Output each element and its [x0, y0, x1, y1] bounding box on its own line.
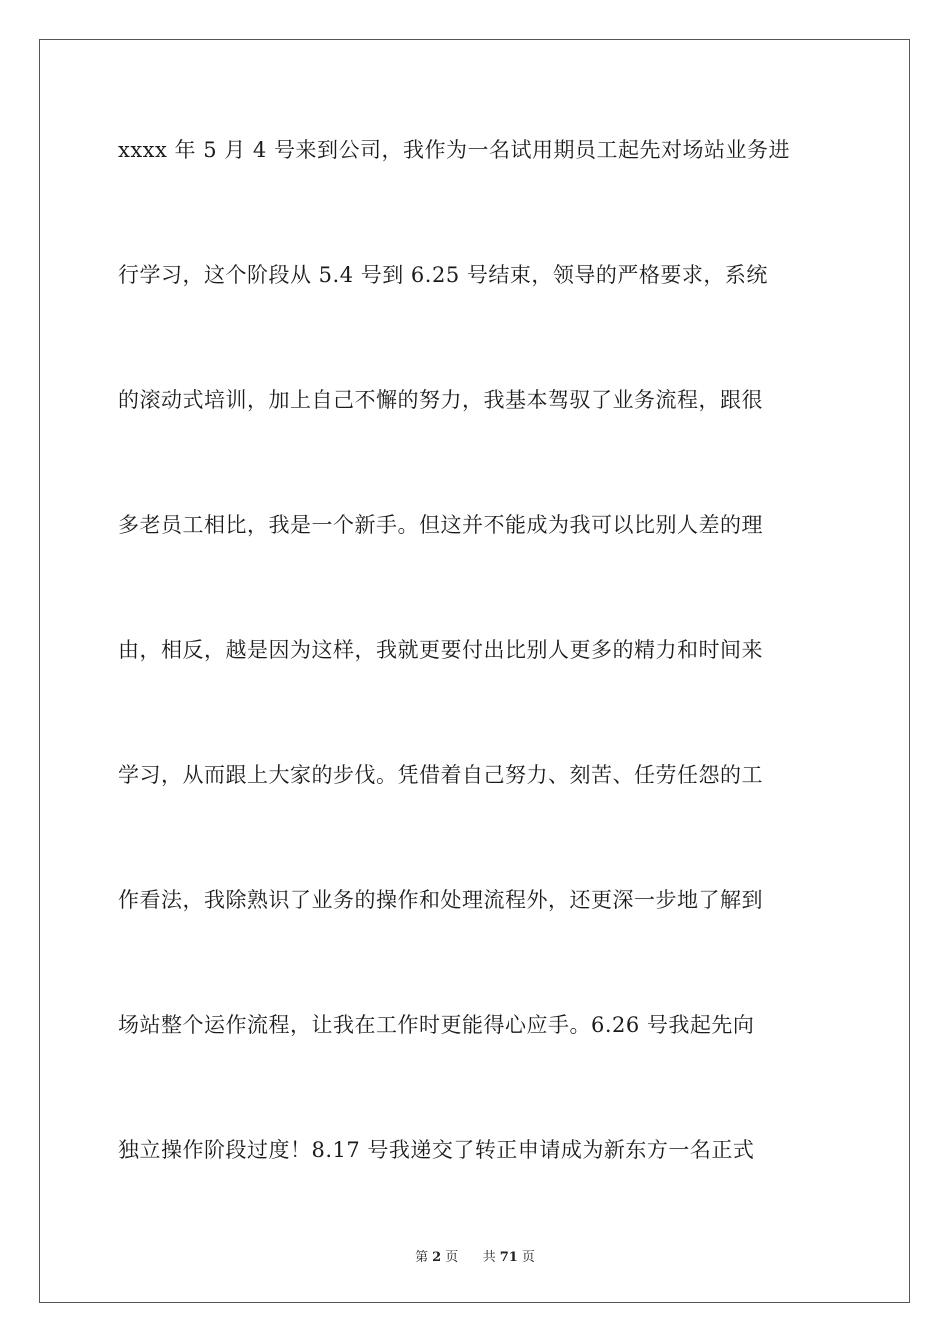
text-line: 多老员工相比，我是一个新手。但这并不能成为我可以比别人差的理	[118, 513, 763, 537]
page-footer	[0, 1246, 950, 1265]
page-prefix: 第	[415, 1250, 429, 1265]
total-pages: 71	[499, 1250, 518, 1265]
text-line: 场站整个运作流程，让我在工作时更能得心应手。6.26 号我起先向	[118, 1013, 755, 1037]
page-indicator	[413, 1250, 460, 1265]
total-prefix: 共	[482, 1250, 496, 1265]
text-line: 的滚动式培训，加上自己不懈的努力，我基本驾驭了业务流程，跟很	[118, 388, 763, 412]
page-suffix: 页	[445, 1250, 459, 1265]
total-suffix: 页	[521, 1250, 535, 1265]
total-pages-indicator	[481, 1250, 537, 1265]
text-line: 学习，从而跟上大家的步伐。凭借着自己努力、刻苦、任劳任怨的工	[118, 763, 763, 787]
text-line: 独立操作阶段过度！8.17 号我递交了转正申请成为新东方一名正式	[118, 1138, 755, 1162]
text-line: 行学习，这个阶段从 5.4 号到 6.25 号结束，领导的严格要求，系统	[118, 263, 768, 287]
text-line: 由，相反，越是因为这样，我就更要付出比别人更多的精力和时间来	[118, 638, 763, 662]
text-line: 作看法，我除熟识了业务的操作和处理流程外，还更深一步地了解到	[118, 888, 763, 912]
text-line: xxxx 年 5 月 4 号来到公司，我作为一名试用期员工起先对场站业务进	[118, 138, 790, 162]
page-border	[39, 39, 910, 1303]
page-number: 2	[432, 1250, 442, 1265]
